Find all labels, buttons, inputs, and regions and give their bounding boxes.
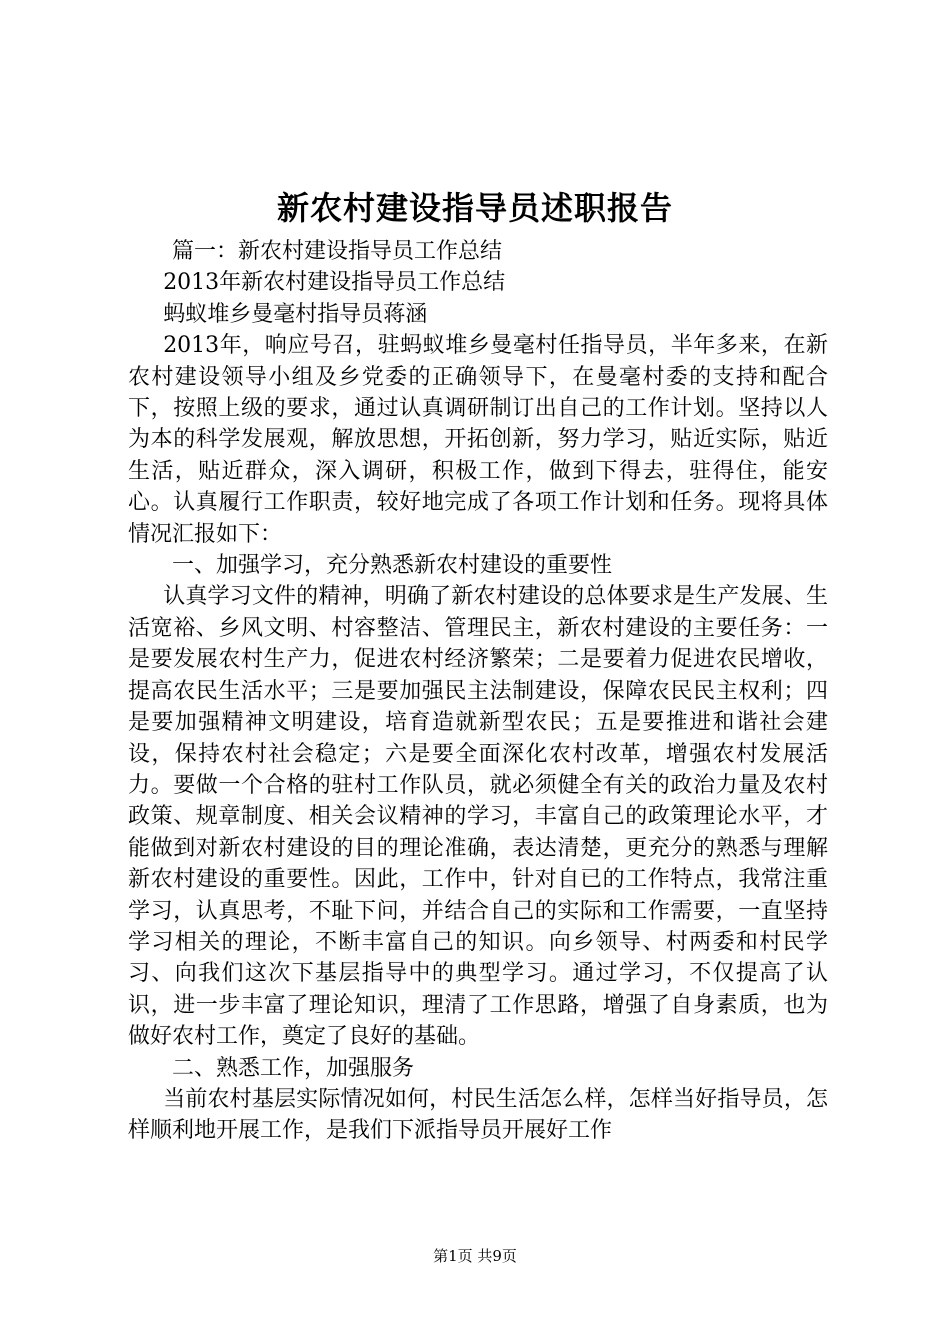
document-body [128, 236, 828, 1147]
section-heading: 篇一：新农村建设指导员工作总结 [172, 239, 503, 264]
section-heading: 二、熟悉工作，加强服务 [172, 1055, 415, 1081]
body-paragraph: 2013年，响应号召，驻蚂蚁堆乡曼毫村任指导员，半年多来，在新农村建设领导小组及乡党委的正确领导下，在曼毫村委的支持和配合下，按照上级的要求，通过认真调研制订出自己的工作计划。坚持以人为本的科学发展观，解放思想，开拓创新，努力学习，贴近实际，贴近生活，贴近群众，深入调研，积极工作，做到下得去，驻得住，能安心。认真履行工作职责，较好地完成了各项工作计划和任务。现将具体情况汇报如下： [128, 333, 828, 547]
section-heading: 一、加强学习，充分熟悉新农村建设的重要性 [172, 553, 613, 579]
author-line: 蚂蚁堆乡曼毫村指导员蒋涵 [163, 301, 428, 327]
body-paragraph: 认真学习文件的精神，明确了新农村建设的总体要求是生产发展、生活宽裕、乡风文明、村容整洁、管理民主，新农村建设的主要任务：一是要发展农村生产力，促进农村经济繁荣；二是要着力促进农民增收，提高农民生活水平；三是要加强民主法制建设，保障农民民主权利；四是要加强精神文明建设，培育造就新型农民；五是要推进和谐社会建设，保持农村社会稳定；六是要全面深化农村改革，增强农村发展活力。要做一个合格的驻村工作队员，就必须健全有关的政治力量及农村政策、规章制度、相关会议精神的学习，丰富自己的政策理论水平，才能做到对新农村建设的目的理论准确，表达清楚，更充分的熟悉与理解新农村建设的重要性。因此，工作中，针对自已的工作特点，我常注重学习，认真思考，不耻下问，并结合自己的实际和工作需要，一直坚持学习相关的理论，不断丰富自己的知识。向乡领导、村两委和村民学习、向我们这次下基层指导中的典型学习。通过学习，不仅提高了认识，进一步丰富了理论知识，理清了工作思路，增强了自身素质，也为做好农村工作，奠定了良好的基础。 [128, 584, 828, 1050]
document-title: 新农村建设指导员述职报告 [276, 189, 673, 227]
report-subtitle: 2013年新农村建设指导员工作总结 [163, 270, 506, 296]
page-number: 第1页 共9页 [433, 1247, 517, 1265]
body-paragraph: 当前农村基层实际情况如何，村民生活怎么样，怎样当好指导员，怎样顺利地开展工作，是我们下派指导员开展好工作 [128, 1086, 828, 1144]
